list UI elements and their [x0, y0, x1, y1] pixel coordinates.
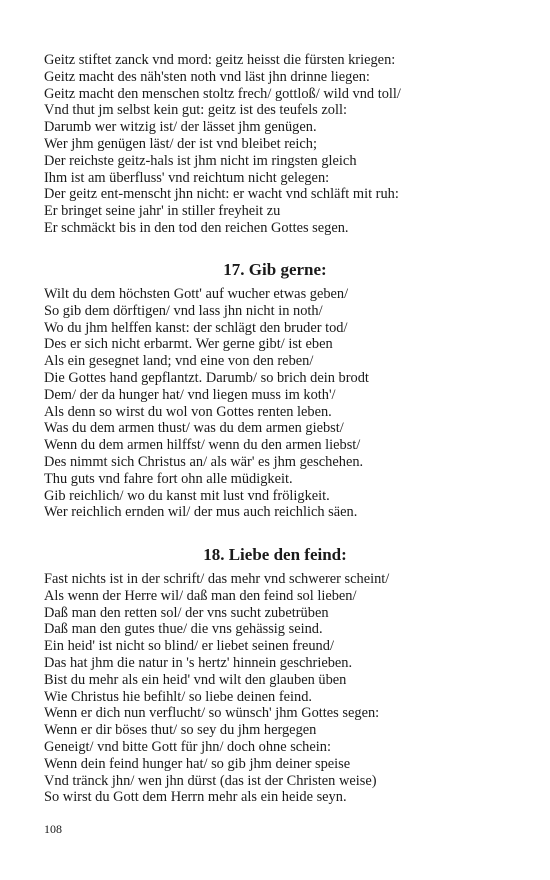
- poem-section-16-continuation: [44, 52, 514, 237]
- verse-line: Fast nichts ist in der schrift/ das mehr vnd schwerer scheint/: [44, 571, 390, 587]
- verse-line: Ein heid' ist nicht so blind/ er liebet seinen freund/: [44, 638, 334, 655]
- verse-line: Wer reichlich ernden wil/ der mus auch reichlich säen.: [44, 504, 358, 521]
- verse-line: Wenn er dich nun verflucht/ so wünsch' jhm Gottes segen:: [44, 705, 380, 722]
- verse-line: Ihm ist am überfluss' vnd reichtum nicht gelegen:: [44, 169, 330, 186]
- verse-line: Das hat jhm die natur in 's hertz' hinnein geschrieben.: [44, 654, 353, 671]
- verse-line: Der geitz ent-menscht jhn nicht: er wacht vnd schläft mit ruh:: [44, 186, 399, 203]
- verse-line: Dem/ der da hunger hat/ vnd liegen muss im koth'/: [44, 386, 336, 403]
- verse-line: Vnd tränck jhn/ wen jhn dürst (das ist der Christen weise): [44, 772, 377, 789]
- verse-line: Vnd thut jm selbst kein gut: geitz ist des teufels zoll:: [44, 102, 347, 119]
- verse-line: Er bringet seine jahr' in stiller freyheit zu: [44, 203, 281, 220]
- verse-line: Als denn so wirst du wol von Gottes renten leben.: [44, 403, 332, 420]
- verse-line: Darumb wer witzig ist/ der lässet jhm genügen.: [44, 119, 317, 136]
- verse-line: Der reichste geitz-hals ist jhm nicht im ringsten gleich: [44, 152, 357, 169]
- verse-line: Wo du jhm helffen kanst: der schlägt den bruder tod/: [44, 319, 348, 336]
- verse-line: So gib dem dörftigen/ vnd lass jhn nicht in noth/: [44, 302, 323, 319]
- verse-line: Wie Christus hie befihlt/ so liebe deinen feind.: [44, 688, 312, 705]
- verse-line: Geitz macht den menschen stoltz frech/ gottloß/ wild vnd toll/: [44, 85, 401, 102]
- verse-line: Wer jhm genügen läst/ der ist vnd bleibet reich;: [44, 135, 317, 152]
- verse-line: Was du dem armen thust/ was du dem armen giebst/: [44, 420, 344, 437]
- verse-line: Des er sich nicht erbarmt. Wer gerne gibt/ ist eben: [44, 336, 333, 353]
- verse-line: Gib reichlich/ wo du kanst mit lust vnd fröligkeit.: [44, 487, 330, 504]
- verse-line: Geneigt/ vnd bitte Gott für jhn/ doch ohne schein:: [44, 738, 331, 755]
- page-number: 108: [44, 822, 62, 836]
- verse-line: Daß man den retten sol/ der vns sucht zubetrüben: [44, 604, 329, 621]
- verse-line: Er schmäckt bis in den tod den reichen Gottes segen.: [44, 219, 349, 236]
- verse-line: Wenn dein feind hunger hat/ so gib jhm deiner speise: [44, 755, 351, 772]
- verse-line: Geitz stiftet zanck vnd mord: geitz heisst die fürsten kriegen:: [44, 52, 396, 68]
- section-heading-18: 18. Liebe den feind:: [203, 545, 347, 564]
- verse-line: Wenn er dir böses thut/ so sey du jhm hergegen: [44, 722, 317, 739]
- verse-line: Bist du mehr als ein heid' vnd wilt den glauben üben: [44, 671, 347, 688]
- verse-line: Daß man den gutes thue/ die vns gehässig seind.: [44, 621, 323, 638]
- verse-line: Als ein gesegnet land; vnd eine von den reben/: [44, 353, 314, 370]
- verse-line: Geitz macht des näh'sten noth vnd läst jhn drinne liegen:: [44, 68, 370, 85]
- verse-line: Wenn du dem armen hilffst/ wenn du den armen liebst/: [44, 437, 361, 454]
- section-heading-17: 17. Gib gerne:: [223, 260, 327, 279]
- verse-line: Wilt du dem höchsten Gott' auf wucher etwas geben/: [44, 286, 349, 302]
- poem-section-18: [44, 571, 514, 806]
- verse-line: Thu guts vnd fahre fort ohn alle müdigkeit.: [44, 470, 293, 487]
- verse-line: Die Gottes hand gepflantzt. Darumb/ so brich dein brodt: [44, 369, 369, 386]
- verse-line: Des nimmt sich Christus an/ als wär' es jhm geschehen.: [44, 453, 364, 470]
- poem-section-17: [44, 286, 514, 521]
- verse-line: Als wenn der Herre wil/ daß man den feind sol lieben/: [44, 587, 357, 604]
- verse-line: So wirst du Gott dem Herrn mehr als ein heide seyn.: [44, 789, 347, 806]
